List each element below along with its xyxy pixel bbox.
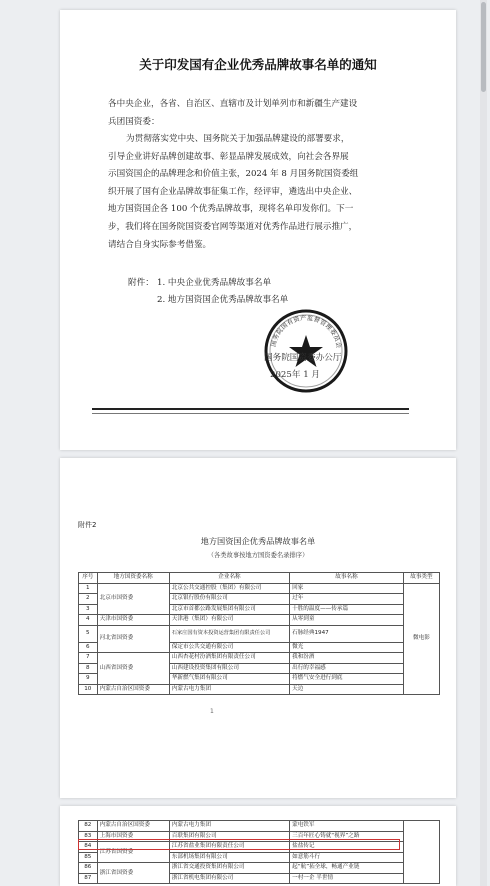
row-number: 86 (79, 863, 98, 874)
company-name: 山西建设投资集团有限公司 (169, 663, 289, 674)
story-name: 我和汾酒 (290, 653, 404, 664)
sasac-name: 天津市国资委 (97, 615, 169, 626)
row-number: 10 (79, 684, 98, 695)
notice-title: 关于印发国有企业优秀品牌故事名单的通知 (139, 57, 377, 72)
row-number: 5 (79, 625, 98, 642)
svg-text:国务院国有资产监督管理委员会: 国务院国有资产监督管理委员会 (270, 314, 342, 349)
list-subtitle: （各类故事按地方国资委名录排序） (207, 552, 309, 559)
body-line: 地方国资国企各 100 个优秀品牌故事，现将名单印发你们。下一 (108, 204, 354, 215)
company-name: 山西杏花村汾酒集团有限责任公司 (169, 653, 289, 664)
row-number: 82 (79, 821, 98, 832)
highlight-box (78, 839, 400, 850)
company-name: 浙江省交通投资集团有限公司 (169, 863, 289, 874)
sasac-name: 北京市国资委 (97, 583, 169, 615)
sasac-name: 内蒙古自治区国资委 (97, 821, 169, 832)
table-row (79, 863, 440, 874)
addressee-line: 各中央企业，各省、自治区、直辖市及计划单列市和新疆生产建设 (108, 99, 358, 109)
body-line: 示国资国企的品牌理念和价值主张，2024 年 8 月国务院国资委组 (108, 169, 359, 180)
table-row (79, 615, 440, 626)
sasac-name: 山西省国资委 (97, 653, 169, 685)
list-title: 地方国资国企优秀品牌故事名单 (200, 536, 316, 546)
row-number: 83 (79, 831, 98, 842)
story-type: 微电影 (403, 583, 439, 695)
sasac-name: 江苏省国资委 (97, 842, 169, 863)
company-name: 北京银行股份有限公司 (169, 594, 289, 605)
story-name: 盐盐传记 (290, 842, 404, 853)
row-number: 9 (79, 674, 98, 685)
story-name: 十胜的温度——传承篇 (290, 604, 404, 615)
sasac-name: 浙江省国资委 (97, 863, 169, 884)
company-name: 石家庄国有资本投资运营集团有限责任公司 (169, 625, 289, 642)
company-name: 内蒙古电力集团 (169, 821, 289, 832)
row-number: 85 (79, 852, 98, 863)
table-header-row (79, 573, 440, 584)
story-name: 蒙电铁军 (290, 821, 404, 832)
row-number: 84 (79, 842, 98, 853)
company-name: 东部机场集团有限公司 (169, 852, 289, 863)
column-header: 序号 (79, 573, 98, 584)
body-line: 请结合自身实际参考借鉴。 (108, 239, 212, 250)
row-number: 3 (79, 604, 98, 615)
row-number: 1 (79, 583, 98, 594)
body-line: 织开展了国有企业品牌故事征集工作，经评审，遴选出中央企业、 (108, 186, 358, 197)
body-line: 步，我们将在国务院国资委官网等渠道对优秀作品进行展示推广， (108, 221, 358, 232)
attachment-number: 附件2 (78, 521, 97, 529)
company-name: 保定市公共交通有限公司 (169, 642, 289, 653)
column-header: 地方国资委名称 (97, 573, 169, 584)
company-name: 北京市首都公路发展集团有限公司 (169, 604, 289, 615)
divider-line (92, 408, 409, 410)
row-number: 7 (79, 653, 98, 664)
attachment-page (60, 458, 456, 798)
story-table-continued (78, 820, 440, 884)
attachment-label: 附件： (128, 278, 154, 288)
story-table (78, 572, 440, 695)
divider-line (92, 413, 409, 414)
page-number: 1 (210, 708, 214, 715)
story-name: 微光 (290, 642, 404, 653)
attachment-item-1: 1. 中央企业优秀品牌故事名单 (157, 278, 272, 288)
table-row (79, 653, 440, 664)
company-name: 百联集团有限公司 (169, 831, 289, 842)
story-name: 三百年匠心铸就“视界”之路 (290, 831, 404, 842)
sender: 国务院国资委办公厅 (264, 353, 342, 363)
issue-date: 2025年 1 月 (270, 370, 320, 380)
story-name: 天边 (290, 684, 404, 695)
story-name: 起“航”拓全球，畅通产业链 (290, 863, 404, 874)
attachment-page-continued (60, 806, 456, 886)
company-name: 江苏省盐业集团有限责任公司 (169, 842, 289, 853)
company-name: 浙江省机电集团有限公司 (169, 873, 289, 884)
row-number: 4 (79, 615, 98, 626)
company-name: 天津港（集团）有限公司 (169, 615, 289, 626)
addressee-line: 兵团国资委： (108, 116, 160, 127)
column-header: 企业名称 (169, 573, 289, 584)
row-number: 2 (79, 594, 98, 605)
company-name: 华新燃气集团有限公司 (169, 674, 289, 685)
story-name: 将燃气安全进行到底 (290, 674, 404, 685)
notice-addressee (108, 96, 408, 131)
row-number: 87 (79, 873, 98, 884)
story-name: 回家 (290, 583, 404, 594)
table-row (79, 684, 440, 695)
body-line: 引导企业讲好品牌创建故事、彰显品牌发展成效，向社会各界展 (108, 151, 349, 162)
column-header: 故事类型 (403, 573, 439, 584)
company-name: 内蒙古电力集团 (169, 684, 289, 695)
column-header: 故事名称 (290, 573, 404, 584)
table-row (79, 625, 440, 642)
attachment-item-2: 2. 地方国资国企优秀品牌故事名单 (157, 295, 289, 305)
story-name: 出行的幸福感 (290, 663, 404, 674)
scrollbar-thumb[interactable] (481, 2, 486, 92)
sasac-name: 上海市国资委 (97, 831, 169, 842)
sasac-name: 内蒙古自治区国资委 (97, 684, 169, 695)
scrollbar[interactable] (480, 0, 487, 886)
story-name: 一村一企 半世情 (290, 873, 404, 884)
story-name: 石脉经典1947 (290, 625, 404, 642)
company-name: 北京公共交通控股（集团）有限公司 (169, 583, 289, 594)
body-line: 为贯彻落实党中央、国务院关于加强品牌建设的部署要求， (126, 134, 350, 144)
row-number: 6 (79, 642, 98, 653)
table-row (79, 821, 440, 832)
notice-page (60, 10, 456, 450)
sasac-name: 河北省国资委 (97, 625, 169, 653)
story-name: 从零到童 (290, 615, 404, 626)
row-number: 8 (79, 663, 98, 674)
story-name: 如意筋斗行 (290, 852, 404, 863)
story-type-cell (403, 821, 439, 884)
table-row (79, 583, 440, 594)
story-name: 过年 (290, 594, 404, 605)
notice-body (108, 131, 408, 254)
